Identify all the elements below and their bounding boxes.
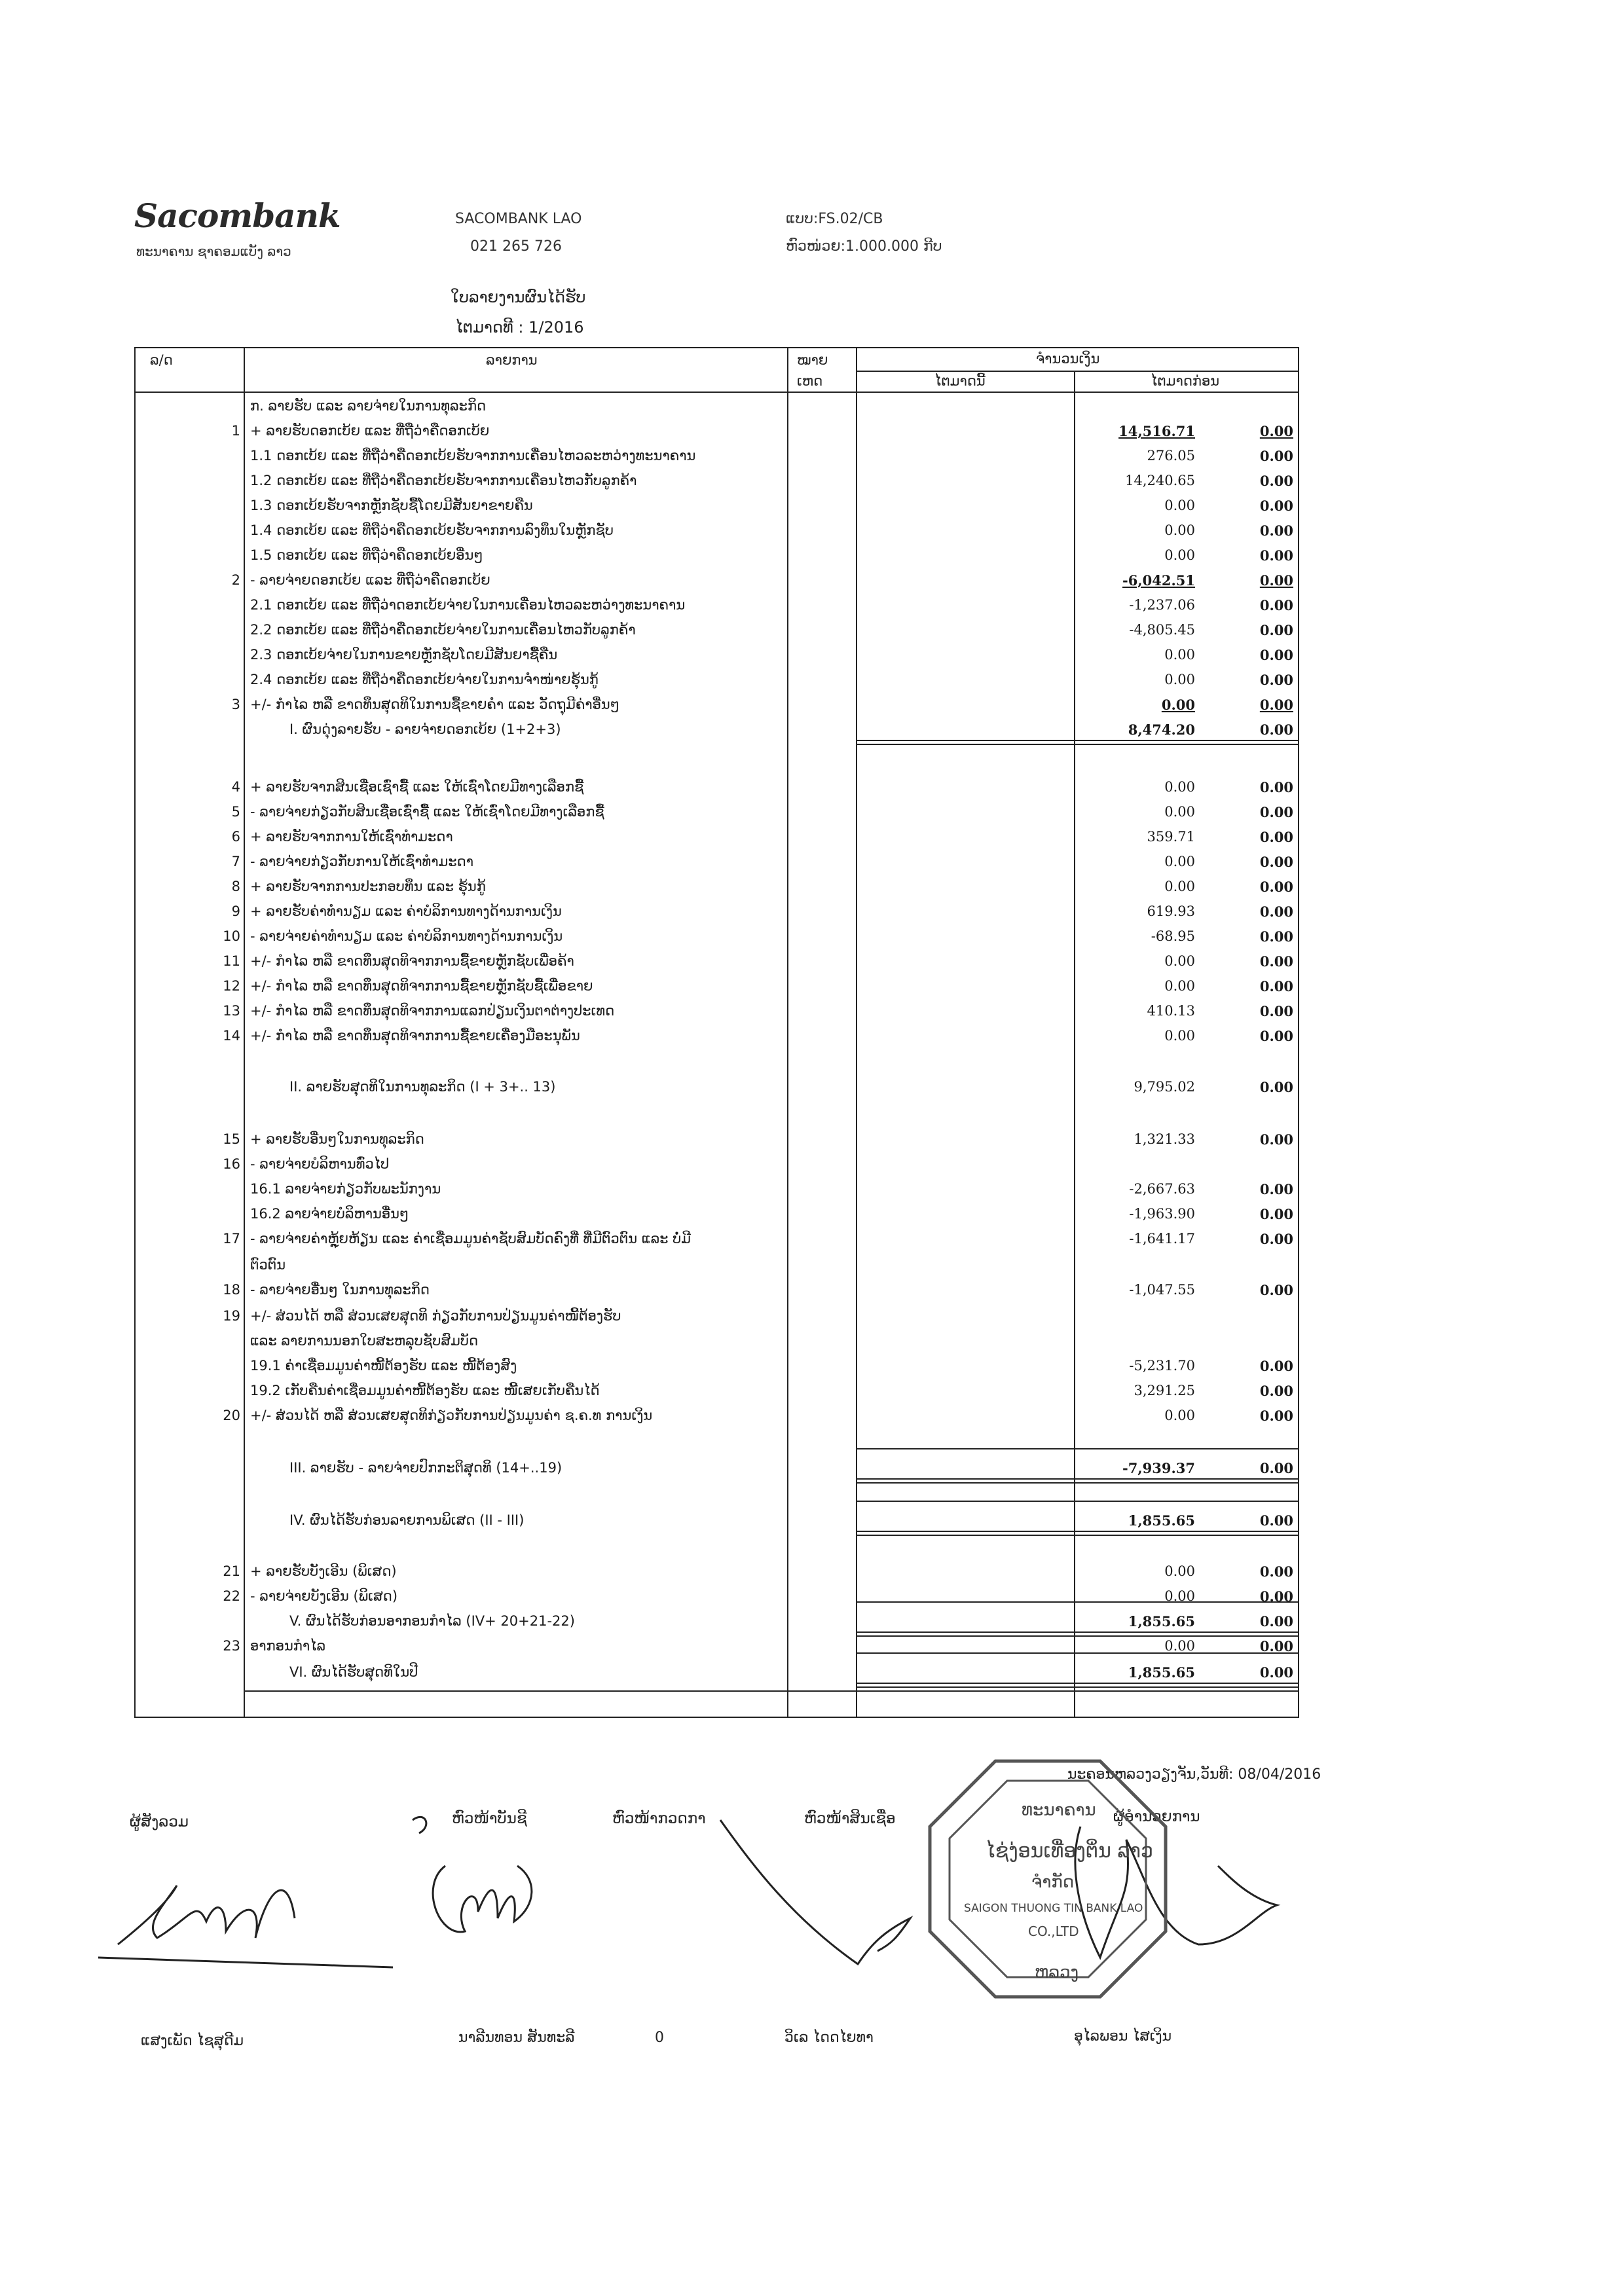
sig-label-director: ຜູ້ອຳນວຍການ <box>1113 1808 1200 1825</box>
table-row <box>136 1126 1298 1151</box>
table-row <box>136 1402 1298 1427</box>
row-current-value: 276.05 <box>1147 448 1195 464</box>
table-row <box>136 1558 1298 1583</box>
row-previous-value: 0.00 <box>1259 697 1293 713</box>
row-current-value: 8,474.20 <box>1128 721 1195 738</box>
place-date: ນະຄອນຫລວງວຽງຈັນ,ວັນທີ: 08/04/2016 <box>1067 1766 1321 1783</box>
table-row <box>136 1353 1298 1377</box>
form-code: ແບບ:FS.02/CB <box>786 211 883 227</box>
row-current-value: 0.00 <box>1164 547 1195 563</box>
row-previous-value: 0.00 <box>1259 597 1293 613</box>
table-row <box>136 567 1298 592</box>
row-current-value: 0.00 <box>1164 522 1195 538</box>
row-description: ແລະ ລາຍການນອກໃບສະຫລຸບຊັບສົມບັດ <box>250 1333 479 1349</box>
total-underline <box>856 1683 1298 1688</box>
row-description: + ລາຍຮັບບັງເອີນ (ພິເສດ) <box>250 1563 397 1579</box>
table-row <box>136 848 1298 873</box>
header-note-2: ເຫດ <box>797 373 823 389</box>
row-current-value: -7,939.37 <box>1122 1460 1195 1476</box>
row-number: 22 <box>223 1588 240 1604</box>
row-current-value: -5,231.70 <box>1129 1358 1195 1374</box>
row-current-value: 0.00 <box>1164 498 1195 513</box>
table-row <box>136 1176 1298 1201</box>
sig-label-control: ຫົວໜ້າກວດກາ <box>612 1810 706 1827</box>
name-control: 0 <box>655 2030 664 2046</box>
row-description: 16.1 ລາຍຈ່າຍກ່ຽວກັບພະນັກງານ <box>250 1181 441 1197</box>
row-number: 19 <box>223 1308 240 1324</box>
header-note-1: ໝາຍ <box>797 352 828 368</box>
table-row <box>136 774 1298 799</box>
row-description: - ລາຍຈ່າຍບໍລິຫານທົ່ວໄປ <box>250 1156 390 1172</box>
row-current-value: 1,855.65 <box>1128 1613 1195 1630</box>
row-previous-value: 0.00 <box>1259 1664 1293 1681</box>
row-previous-value: 0.00 <box>1259 829 1293 845</box>
table-row <box>136 1507 1298 1532</box>
row-previous-value: 0.00 <box>1259 1408 1293 1424</box>
income-statement-table <box>134 347 1299 1718</box>
row-description: 1.5 ດອກເບ້ຍ ແລະ ທີ່ຖືວ່າຄືດອກເບ້ຍອື່ນໆ <box>250 547 483 563</box>
header-subline <box>856 371 1298 372</box>
row-description: - ລາຍຈ່າຍຄ່າທຳນຽມ ແລະ ຄ່າບໍລິການທາງດ້ານການເງິນ <box>250 928 563 944</box>
row-number: 6 <box>231 829 240 845</box>
row-description: +/- ກຳໄລ ຫລື ຂາດທຶນສຸດທິຈາກການແລກປ່ຽນເງິນຕາຕ່າງປະເທດ <box>250 1003 615 1019</box>
header-current-quarter: ໄຕມາດນີ້ <box>934 373 986 389</box>
row-current-value: 14,240.65 <box>1125 473 1195 488</box>
table-row <box>136 1201 1298 1226</box>
table-row <box>136 467 1298 492</box>
row-current-value: 0.00 <box>1164 1588 1195 1604</box>
row-current-value: -2,667.63 <box>1129 1181 1195 1197</box>
row-previous-value: 0.00 <box>1259 978 1293 994</box>
row-number: 1 <box>231 423 240 439</box>
stamp-line-4: SAIGON THUONG TIN BANK LAO <box>964 1902 1143 1915</box>
row-description: +/- ສ່ວນໄດ້ ຫລື ສ່ວນເສຍສຸດທິ ກ່ຽວກັບການປ່ຽນມູນຄ່າໜີ້ຕ້ອງຮັບ <box>250 1308 621 1324</box>
table-row <box>136 1608 1298 1633</box>
row-description: 16.2 ລາຍຈ່າຍບໍລິຫານອື່ນໆ <box>250 1206 409 1222</box>
row-number: 2 <box>231 572 240 588</box>
table-row <box>136 824 1298 848</box>
row-description: III. ລາຍຮັບ - ລາຍຈ່າຍປົກກະຕິສຸດທິ (14+..19) <box>289 1460 563 1476</box>
row-previous-value: 0.00 <box>1259 1613 1293 1630</box>
row-previous-value: 0.00 <box>1259 928 1293 945</box>
stamp-line-1: ທະນາຄານ <box>1022 1800 1096 1820</box>
row-description: + ລາຍຮັບຈາກສິນເຊື່ອເຊົ່າຊື້ ແລະ ໃຫ້ເຊົ່າໂດຍມີທາງເລືອກຊື້ <box>250 779 584 795</box>
row-current-value: -6,042.51 <box>1122 572 1195 589</box>
bank-logo-subtitle: ທະນາຄານ ຊາຄອມແບັງ ລາວ <box>136 244 291 259</box>
company-stamp <box>923 1755 1172 2003</box>
row-current-value: 410.13 <box>1147 1003 1195 1019</box>
table-row <box>136 1455 1298 1480</box>
table-row <box>136 1328 1298 1353</box>
row-description: +/- ກຳໄລ ຫລື ຂາດທຶນສຸດທິໃນການຊື້ຂາຍຄຳ ແລະ ວັດຖຸມີຄ່າອື່ນໆ <box>250 697 619 712</box>
row-number: 3 <box>231 697 240 712</box>
table-row <box>136 393 1298 418</box>
row-description: 1.3 ດອກເບ້ຍຮັບຈາກຫຼັກຊັບຊື້ໂດຍມີສັນຍາຂາຍຄືນ <box>250 498 533 513</box>
row-number: 15 <box>223 1131 240 1147</box>
row-previous-value: 0.00 <box>1259 1460 1293 1476</box>
total-overline <box>856 1652 1298 1654</box>
row-number: 10 <box>223 928 240 944</box>
row-current-value: -1,047.55 <box>1129 1282 1195 1298</box>
row-description: ອາກອນກຳໄລ <box>250 1638 326 1654</box>
row-previous-value: 0.00 <box>1259 547 1293 564</box>
table-row <box>136 666 1298 691</box>
row-previous-value: 0.00 <box>1259 1181 1293 1197</box>
row-description: +/- ກຳໄລ ຫລື ຂາດທຶນສຸດທິຈາກການຊື້ຂາຍເຄື່ອງມືອະນຸພັນ <box>250 1028 580 1044</box>
row-number: 5 <box>231 804 240 820</box>
row-previous-value: 0.00 <box>1259 448 1293 464</box>
row-previous-value: 0.00 <box>1259 622 1293 638</box>
sig-label-credit: ຫົວໜ້າສິນເຊື່ອ <box>804 1810 896 1827</box>
row-current-value: 3,291.25 <box>1134 1383 1195 1398</box>
table-row <box>136 716 1298 741</box>
total-underline <box>856 1631 1298 1637</box>
row-current-value: 0.00 <box>1164 879 1195 894</box>
row-description: 19.2 ເກັບຄືນຄ່າເຊື່ອມມູນຄ່າໜີ້ຕ້ອງຮັບ ແລະ ໜີ້ເສຍເກັບຄືນໄດ້ <box>250 1383 600 1398</box>
sig-label-preparer: ຜູ້ສັງລວມ <box>130 1813 189 1831</box>
row-description: 1.2 ດອກເບ້ຍ ແລະ ທີ່ຖືວ່າຄືດອກເບ້ຍຮັບຈາກການເຄື່ອນໄຫວກັບລູກຄ້າ <box>250 473 637 488</box>
table-row <box>136 1277 1298 1302</box>
row-number: 21 <box>223 1563 240 1579</box>
row-current-value: 0.00 <box>1164 647 1195 663</box>
table-row <box>136 617 1298 642</box>
table-row <box>136 799 1298 824</box>
bank-name: SACOMBANK LAO <box>455 211 582 227</box>
row-current-value: -1,963.90 <box>1129 1206 1195 1222</box>
total-underline <box>856 740 1298 745</box>
row-current-value: 1,855.65 <box>1128 1664 1195 1681</box>
report-period: ໄຕມາດທີ : 1/2016 <box>455 318 584 337</box>
row-description: - ລາຍຈ່າຍບັງເອີນ (ພິເສດ) <box>250 1588 398 1604</box>
row-description: + ລາຍຮັບຈາກການໃຫ້ເຊົ່າທຳມະດາ <box>250 829 453 845</box>
signature-preparer <box>92 1859 406 1971</box>
table-row <box>136 1377 1298 1402</box>
table-row <box>136 1023 1298 1048</box>
table-row <box>136 948 1298 973</box>
row-description: II. ລາຍຮັບສຸດທິໃນການທຸລະກິດ (I + 3+.. 13) <box>289 1079 556 1095</box>
row-previous-value: 0.00 <box>1259 804 1293 820</box>
name-director: ອຸໄລພອນ ໄສເງິນ <box>1074 2028 1172 2045</box>
table-row <box>136 1151 1298 1176</box>
row-current-value: 0.00 <box>1164 779 1195 795</box>
row-description: + ລາຍຮັບດອກເບ້ຍ ແລະ ທີ່ຖືວ່າຄືດອກເບ້ຍ <box>250 423 490 439</box>
row-previous-value: 0.00 <box>1259 1206 1293 1222</box>
row-description: 2.2 ດອກເບ້ຍ ແລະ ທີ່ຖືວ່າຄືດອກເບ້ຍຈ່າຍໃນການເຄື່ອນໄຫວກັບລູກຄ້າ <box>250 622 636 638</box>
row-current-value: 0.00 <box>1164 1408 1195 1423</box>
row-previous-value: 0.00 <box>1259 879 1293 895</box>
row-number: 7 <box>231 854 240 869</box>
table-row <box>136 973 1298 998</box>
table-row <box>136 492 1298 517</box>
row-previous-value: 0.00 <box>1259 1231 1293 1247</box>
table-row <box>136 1226 1298 1250</box>
total-underline <box>856 1478 1298 1484</box>
row-description: + ລາຍຮັບຄ່າທຳນຽມ ແລະ ຄ່າບໍລິການທາງດ້ານການເງິນ <box>250 903 562 919</box>
stamp-line-5: CO.,LTD <box>1028 1923 1079 1939</box>
row-previous-value: 0.00 <box>1259 473 1293 489</box>
row-description: - ລາຍຈ່າຍອື່ນໆ ໃນການທຸລະກິດ <box>250 1282 430 1298</box>
row-description: - ລາຍຈ່າຍກ່ຽວກັບສິນເຊື່ອເຊົ່າຊື້ ແລະ ໃຫ້ເຊົ່າໂດຍມີທາງເລືອກຊື້ <box>250 804 604 820</box>
unit-label: ຫົວໜ່ວຍ:1.000.000 ກີບ <box>786 238 942 255</box>
table-row <box>136 542 1298 567</box>
row-previous-value: 0.00 <box>1259 1358 1293 1374</box>
row-current-value: 0.00 <box>1164 1563 1195 1579</box>
table-row <box>136 1583 1298 1608</box>
row-previous-value: 0.00 <box>1259 672 1293 688</box>
report-title: ໃບລາຍງານຜົນໄດ້ຮັບ <box>451 288 586 306</box>
row-description: ກ. ລາຍຮັບ ແລະ ລາຍຈ່າຍໃນການທຸລະກິດ <box>250 398 487 414</box>
row-current-value: 0.00 <box>1164 978 1195 994</box>
row-description: 19.1 ຄ່າເຊື່ອມມູນຄ່າໜີ້ຕ້ອງຮັບ ແລະ ໜີ້ຕ້ອງສົງ <box>250 1358 517 1374</box>
table-row <box>136 691 1298 716</box>
row-number: 18 <box>223 1282 240 1298</box>
name-preparer: ແສງເພັດ ໄຊສຸດີມ <box>141 2033 244 2049</box>
row-previous-value: 0.00 <box>1259 647 1293 663</box>
row-number: 8 <box>231 879 240 894</box>
row-current-value: -4,805.45 <box>1129 622 1195 638</box>
table-row <box>136 517 1298 542</box>
row-number: 9 <box>231 903 240 919</box>
row-current-value: 1,321.33 <box>1134 1131 1195 1147</box>
row-number: 11 <box>223 953 240 969</box>
row-description: +/- ກຳໄລ ຫລື ຂາດທຶນສຸດທິຈາກການຊື້ຂາຍຫຼັກຊັບຊື້ເພື່ອຂາຍ <box>250 978 593 994</box>
row-number: 16 <box>223 1156 240 1172</box>
row-number: 23 <box>223 1638 240 1654</box>
table-row <box>136 1074 1298 1099</box>
row-description: + ລາຍຮັບອື່ນໆໃນການທຸລະກິດ <box>250 1131 424 1147</box>
stamp-line-6: ຫລວງ <box>1035 1963 1079 1982</box>
row-description: 2.1 ດອກເບ້ຍ ແລະ ທີ່ຖືວ່າດອກເບ້ຍຈ່າຍໃນການເຄື່ອນໄຫວລະຫວ່າງທະນາຄານ <box>250 597 686 613</box>
row-previous-value: 0.00 <box>1259 1131 1293 1148</box>
header-amount: ຈຳນວນເງິນ <box>1036 351 1100 367</box>
table-bottom-line <box>244 1690 1298 1692</box>
total-overline <box>856 1501 1298 1502</box>
row-number: 17 <box>223 1231 240 1247</box>
row-current-value: -1,237.06 <box>1129 597 1195 613</box>
row-current-value: 0.00 <box>1161 697 1195 713</box>
bank-phone: 021 265 726 <box>470 238 562 255</box>
total-underline <box>856 1531 1298 1536</box>
row-current-value: -1,641.17 <box>1129 1231 1195 1247</box>
row-previous-value: 0.00 <box>1259 1079 1293 1095</box>
table-row <box>136 898 1298 923</box>
table-row <box>136 923 1298 948</box>
table-row <box>136 998 1298 1023</box>
table-row <box>136 642 1298 666</box>
row-current-value: 619.93 <box>1147 903 1195 919</box>
row-current-value: 1,855.65 <box>1128 1512 1195 1529</box>
row-previous-value: 0.00 <box>1259 721 1293 738</box>
table-row <box>136 1659 1298 1684</box>
row-description: IV. ຜົນໄດ້ຮັບກ່ອນລາຍການພິເສດ (II - III) <box>289 1512 525 1528</box>
row-previous-value: 0.00 <box>1259 779 1293 795</box>
table-row <box>136 592 1298 617</box>
row-description: ຕົວຕົນ <box>250 1257 286 1273</box>
name-credit: ວິເລ ໄດດໄຍທາ <box>784 2030 874 2046</box>
row-current-value: 14,516.71 <box>1118 423 1195 439</box>
row-description: 2.4 ດອກເບ້ຍ ແລະ ທີ່ຖືວ່າຄືດອກເບ້ຍຈ່າຍໃນການຈຳໜ່າຍຮຸ້ນກູ້ <box>250 672 599 687</box>
row-description: - ລາຍຈ່າຍດອກເບ້ຍ ແລະ ທີ່ຖືວ່າຄືດອກເບ້ຍ <box>250 572 490 588</box>
row-current-value: -68.95 <box>1151 928 1195 944</box>
row-previous-value: 0.00 <box>1259 498 1293 514</box>
table-row <box>136 1303 1298 1328</box>
bank-logo: Sacombank <box>134 196 341 235</box>
row-current-value: 0.00 <box>1164 672 1195 687</box>
row-current-value: 9,795.02 <box>1134 1079 1195 1095</box>
row-description: + ລາຍຮັບຈາກການປະກອບທຶນ ແລະ ຮຸ້ນກູ້ <box>250 879 486 894</box>
row-current-value: 359.71 <box>1147 829 1195 845</box>
row-description: V. ຜົນໄດ້ຮັບກ່ອນອາກອນກຳໄລ (IV+ 20+21-22) <box>289 1613 575 1629</box>
sig-label-accounting: ຫົວໜ້າບັນຊີ <box>452 1810 527 1827</box>
row-previous-value: 0.00 <box>1259 423 1293 439</box>
row-current-value: 0.00 <box>1164 804 1195 820</box>
row-previous-value: 0.00 <box>1259 903 1293 920</box>
header-previous-quarter: ໄຕມາດກ່ອນ <box>1151 373 1220 389</box>
table-row <box>136 873 1298 898</box>
row-previous-value: 0.00 <box>1259 1638 1293 1654</box>
row-previous-value: 0.00 <box>1259 1028 1293 1044</box>
header-description: ລາຍການ <box>486 352 538 368</box>
row-number: 14 <box>223 1028 240 1044</box>
row-previous-value: 0.00 <box>1259 854 1293 870</box>
row-number: 13 <box>223 1003 240 1019</box>
row-description: 1.1 ດອກເບ້ຍ ແລະ ທີ່ຖືວ່າຄືດອກເບ້ຍຮັບຈາກການເຄື່ອນໄຫວລະຫວ່າງທະນາຄານ <box>250 448 696 464</box>
row-current-value: 0.00 <box>1164 854 1195 869</box>
row-previous-value: 0.00 <box>1259 572 1293 589</box>
row-description: 1.4 ດອກເບ້ຍ ແລະ ທີ່ຖືວ່າຄືດອກເບ້ຍຮັບຈາກການລົງທຶນໃນຫຼັກຊັບ <box>250 522 614 538</box>
total-overline <box>856 1448 1298 1449</box>
row-previous-value: 0.00 <box>1259 1383 1293 1399</box>
row-current-value: 0.00 <box>1164 1028 1195 1044</box>
stamp-line-2: ໄຊ່ງ່ອນເທື່ອງຕິ່ນ ລາວ <box>986 1840 1153 1863</box>
row-number: 12 <box>223 978 240 994</box>
row-previous-value: 0.00 <box>1259 522 1293 539</box>
row-description: - ລາຍຈ່າຍຄ່າຫຼຸ້ຍຫ້ຽນ ແລະ ຄ່າເຊື່ອມມູນຄ່າຊັບສົມບັດຄົງທີ່ ທີ່ມີຕົວຕົນ ແລະ ບໍ່ມີ <box>250 1231 692 1247</box>
row-previous-value: 0.00 <box>1259 1512 1293 1529</box>
row-number: 20 <box>223 1408 240 1423</box>
row-previous-value: 0.00 <box>1259 1588 1293 1605</box>
table-row <box>136 418 1298 443</box>
row-current-value: 0.00 <box>1164 1638 1195 1654</box>
row-description: +/- ກຳໄລ ຫລື ຂາດທຶນສຸດທິຈາກການຊື້ຂາຍຫຼັກຊັບເພື່ອຄ້າ <box>250 953 574 969</box>
row-current-value: 0.00 <box>1164 953 1195 969</box>
row-previous-value: 0.00 <box>1259 953 1293 970</box>
table-row <box>136 443 1298 467</box>
stamp-line-3: ຈຳກັດ <box>1031 1872 1075 1892</box>
row-previous-value: 0.00 <box>1259 1003 1293 1019</box>
header-no: ລ/ດ <box>150 352 173 368</box>
row-description: VI. ຜົນໄດ້ຮັບສຸດທິໃນປີ <box>289 1664 418 1680</box>
row-previous-value: 0.00 <box>1259 1563 1293 1580</box>
table-row <box>136 1252 1298 1277</box>
total-overline <box>856 1601 1298 1603</box>
row-description: I. ຜົນດຸ່ງລາຍຮັບ - ລາຍຈ່າຍດອກເບ້ຍ (1+2+3) <box>289 721 561 737</box>
row-number: 4 <box>231 779 240 795</box>
name-accounting: ນາລີນທອນ ສັນທະລີ <box>458 2030 575 2046</box>
signature-accounting <box>406 1807 550 1951</box>
row-description: 2.3 ດອກເບ້ຍຈ່າຍໃນການຂາຍຫຼັກຊັບໂດຍມີສັນຍາຊື້ຄືນ <box>250 647 558 663</box>
row-previous-value: 0.00 <box>1259 1282 1293 1298</box>
row-description: - ລາຍຈ່າຍກ່ຽວກັບການໃຫ້ເຊົ່າທຳມະດາ <box>250 854 474 869</box>
row-description: +/- ສ່ວນໄດ້ ຫລື ສ່ວນເສຍສຸດທິກ່ຽວກັບການປ່ຽນມູນຄ່າ ຊ.ຄ.ທ ການເງິນ <box>250 1408 653 1423</box>
